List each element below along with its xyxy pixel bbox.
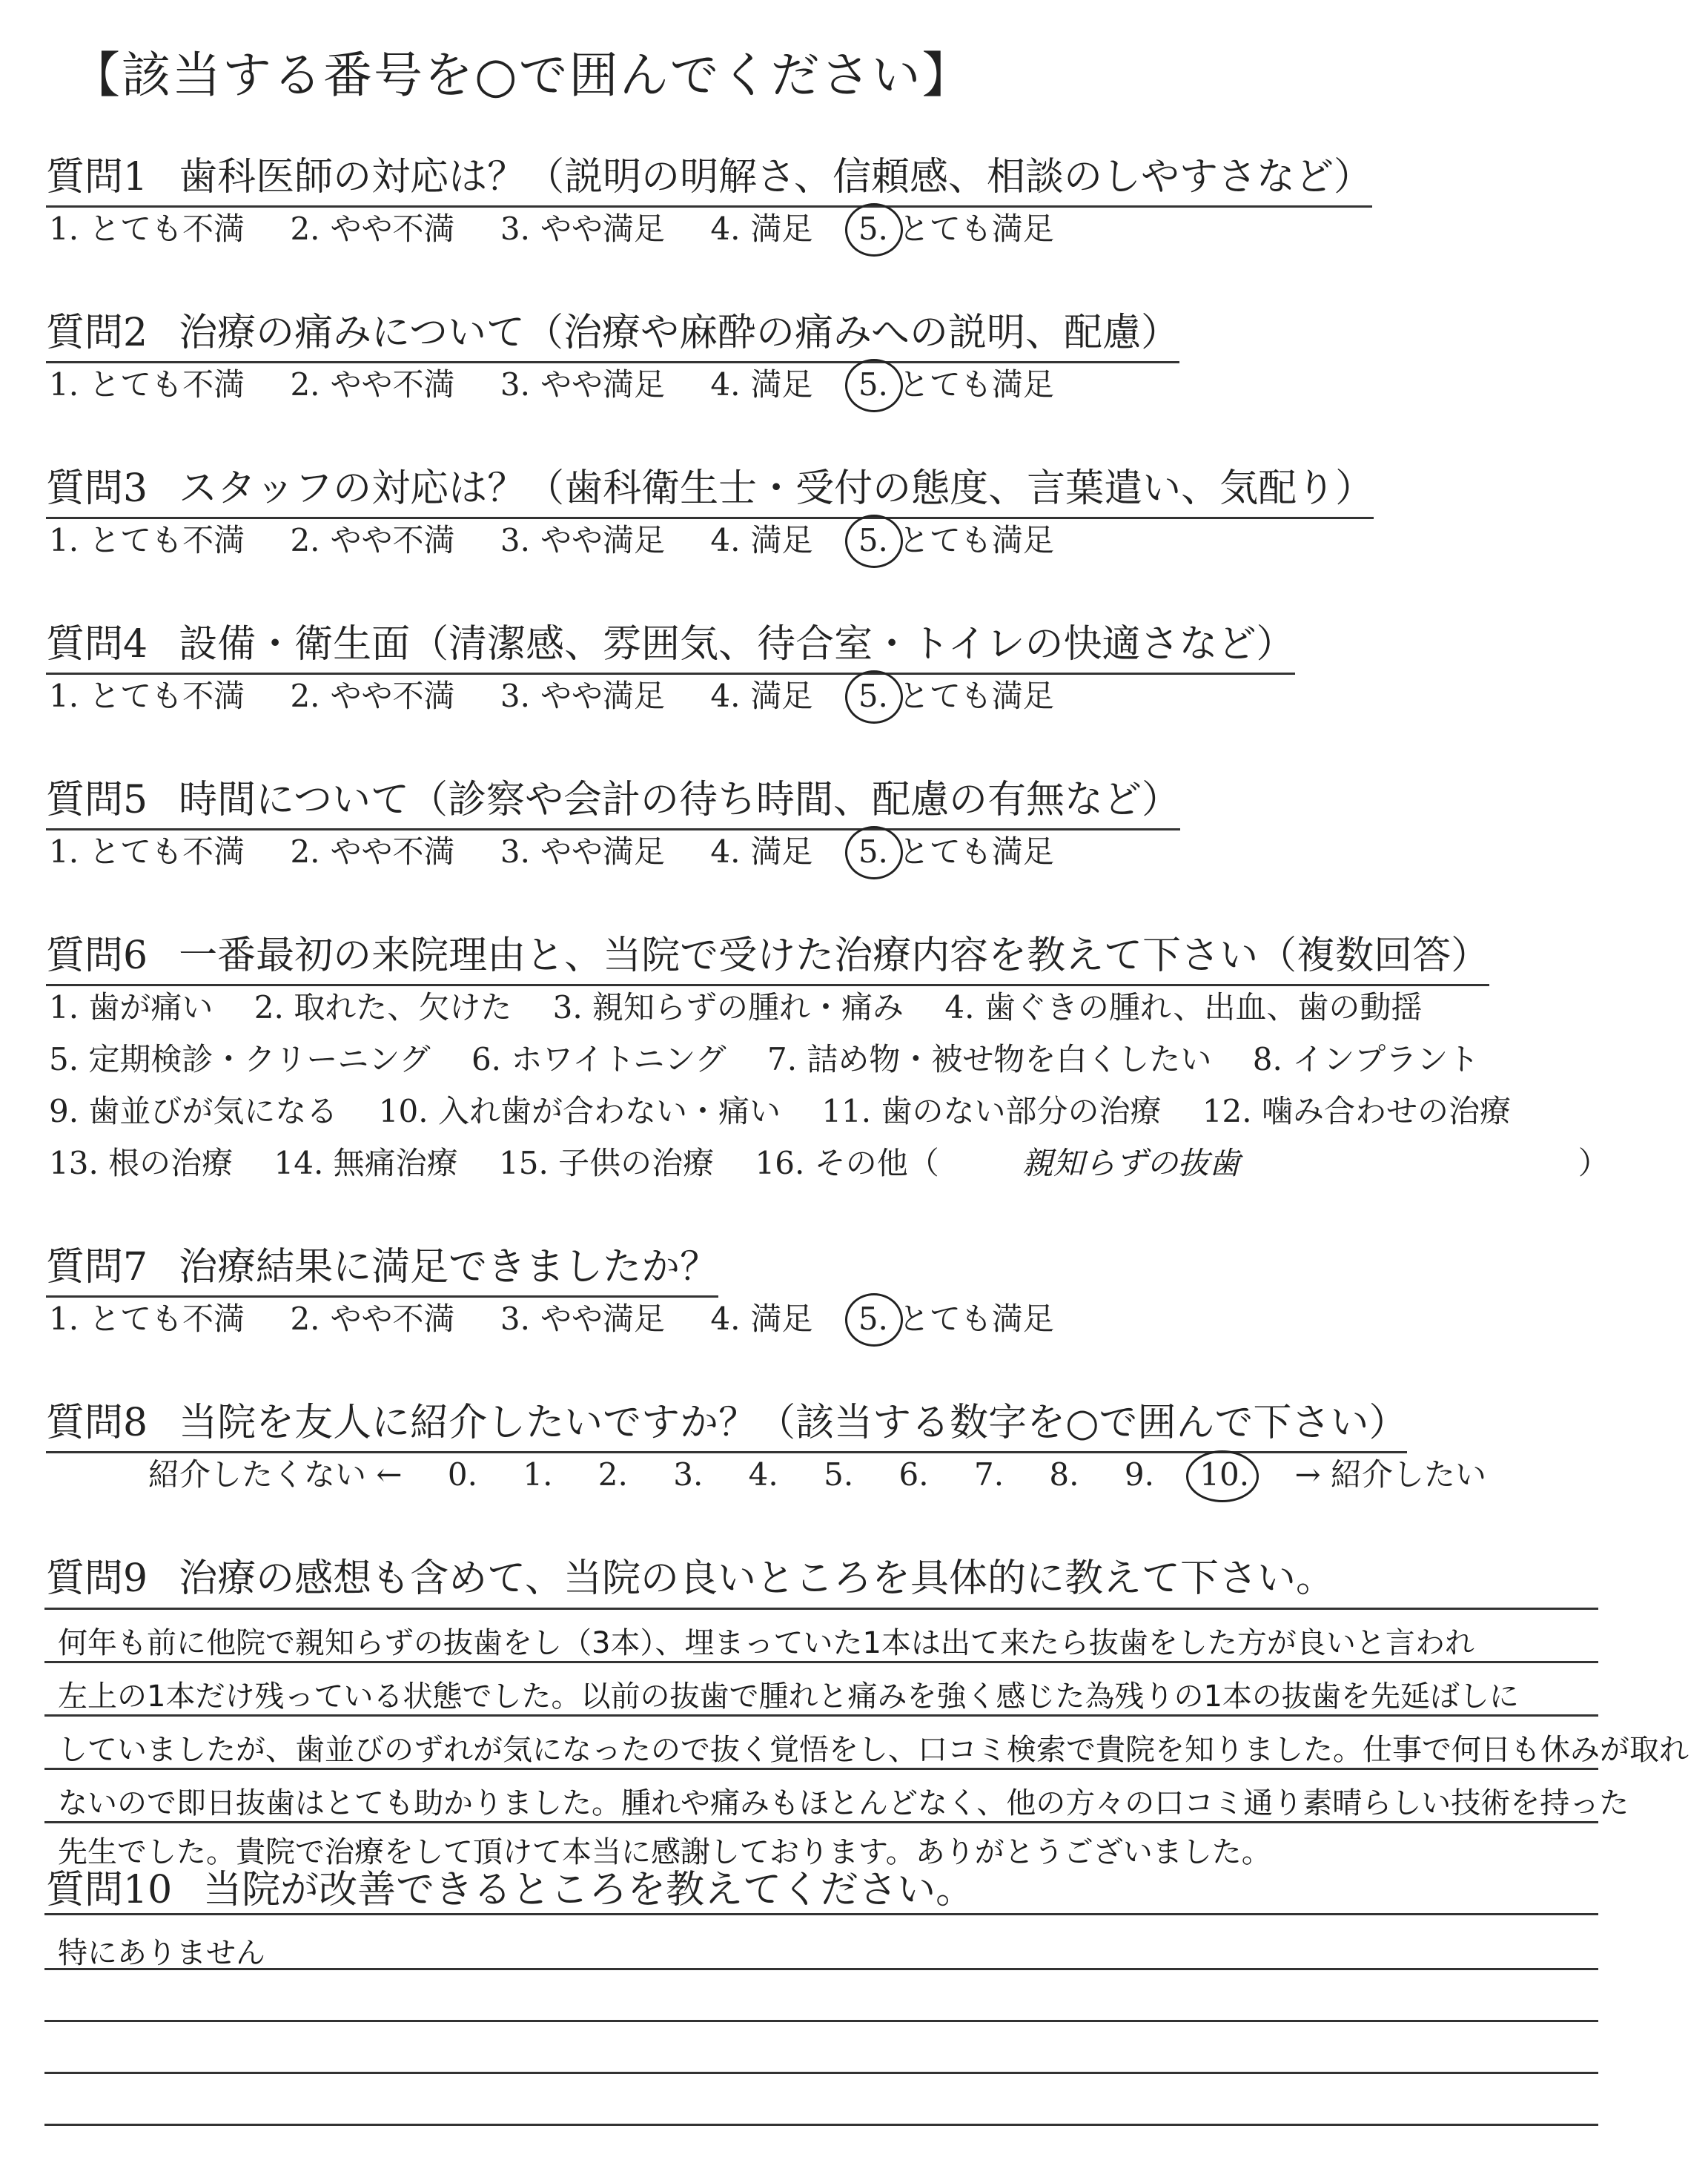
checkbox-option[interactable]: 6. ホワイトニング [471,1041,726,1077]
scale-option[interactable]: 4. [748,1456,778,1493]
answer-line [44,2020,1598,2022]
question-number: 質問9 [46,1556,148,1601]
question-6-row-1 [49,983,1453,1028]
other-option-close: ） [1578,1145,1609,1181]
checkbox-option[interactable]: 2. 取れた、欠けた [254,989,512,1025]
scale-option[interactable]: 8. [1049,1456,1079,1493]
option-3[interactable]: 3. やや満足 [500,833,665,870]
answer-line [44,2072,1598,2074]
question-6-row-2 [49,1035,1510,1080]
question-number: 質問7 [46,1245,148,1289]
question-6-row-4 [49,1139,1609,1183]
checkbox-option[interactable]: 4. 歯ぐきの腫れ、出血、歯の動揺 [944,989,1423,1025]
question-6-row-3 [49,1087,1542,1132]
question-number: 質問10 [46,1868,173,1912]
question-text: 当院を友人に紹介したいですか？（該当する数字を○で囲んで下さい） [179,1401,1408,1445]
option-4[interactable]: 4. 満足 [710,366,813,403]
answer-line [44,1661,1598,1663]
question-2-options [49,360,1090,405]
option-2[interactable]: 2. やや不満 [290,211,455,247]
option-1[interactable]: 1. とても不満 [49,211,245,247]
question-text: 治療の感想も含めて、当院の良いところを具体的に教えて下さい。 [179,1556,1335,1601]
answer-line [44,1714,1598,1717]
scale-left-label: 紹介したくない ← [148,1456,403,1493]
question-9-heading [46,1547,1334,1602]
scale-option[interactable]: 2. [598,1456,628,1493]
page-title: 【該当する番号を○で囲んでください】 [71,47,973,104]
question-4-options [49,672,1090,716]
option-4[interactable]: 4. 満足 [710,211,813,247]
answer-text-line[interactable]: 特にありません [58,1936,265,1970]
option-2[interactable]: 2. やや不満 [290,678,455,714]
option-4[interactable]: 4. 満足 [710,678,813,714]
question-number: 質問1 [46,155,148,199]
scale-option-selected[interactable]: 10. [1199,1456,1250,1493]
question-number: 質問4 [46,622,148,667]
option-1[interactable]: 1. とても不満 [49,522,245,558]
question-number: 質問2 [46,311,148,355]
question-text: 時間について（診察や会計の待ち時間、配慮の有無など） [179,778,1181,822]
question-text: 治療の痛みについて（治療や麻酔の痛みへの説明、配慮） [179,311,1180,355]
question-number: 質問6 [46,934,148,978]
question-5-options [49,828,1090,872]
scale-option[interactable]: 7. [973,1456,1004,1493]
answer-line [44,1608,1598,1610]
answer-line [44,2124,1598,2126]
scale-option[interactable]: 0. [447,1456,477,1493]
option-3[interactable]: 3. やや満足 [500,366,665,403]
answer-text-line[interactable]: 先生でした。貴院で治療をして頂けて本当に感謝しております。ありがとうございました。 [58,1835,1271,1869]
answer-text-line[interactable]: していましたが、歯並びのずれが気になったので抜く覚悟をし、口コミ検索で貴院を知りました。仕事で何日も休みが取れ [58,1733,1689,1767]
answer-line [44,1968,1598,1970]
checkbox-option[interactable]: 7. 詰め物・被せ物を白くしたい [767,1041,1212,1077]
question-text: 当院が改善できるところを教えてください。 [203,1868,975,1912]
option-5-selected[interactable]: 5. とても満足 [858,366,1054,403]
question-3-options [49,516,1090,561]
question-number: 質問8 [46,1401,148,1445]
checkbox-option[interactable]: 10. 入れ歯が合わない・痛い [378,1093,781,1129]
option-1[interactable]: 1. とても不満 [49,366,245,403]
option-1[interactable]: 1. とても不満 [49,1301,245,1337]
answer-line [44,1768,1598,1770]
option-2[interactable]: 2. やや不満 [290,833,455,870]
other-option-label[interactable]: 16. その他（ [755,1145,939,1181]
question-3-heading [46,457,1374,519]
option-5-selected[interactable]: 5. とても満足 [858,522,1054,558]
question-text: 一番最初の来院理由と、当院で受けた治療内容を教えて下さい（複数回答） [179,934,1490,978]
question-7-options [49,1295,1090,1339]
option-5-selected[interactable]: 5. とても満足 [858,678,1054,714]
option-1[interactable]: 1. とても不満 [49,678,245,714]
question-8-heading [46,1391,1407,1453]
question-number: 質問3 [46,466,148,511]
question-number: 質問5 [46,778,148,822]
option-2[interactable]: 2. やや不満 [290,366,455,403]
answer-line [44,1913,1598,1915]
other-option-answer[interactable]: 親知らずの抜歯 [1022,1145,1240,1181]
scale-option[interactable]: 9. [1124,1456,1154,1493]
checkbox-option[interactable]: 8. インプラント [1252,1041,1480,1077]
scale-option[interactable]: 3. [673,1456,704,1493]
checkbox-option[interactable]: 12. 噛み合わせの治療 [1202,1093,1511,1129]
answer-text-line[interactable]: ないので即日抜歯はとても助かりました。腫れや痛みもほとんどなく、他の方々の口コミ通り素晴らしい技術を持った [58,1786,1629,1820]
question-10-heading [46,1858,974,1914]
checkbox-option[interactable]: 15. 子供の治療 [499,1145,715,1181]
answer-line [44,1821,1598,1823]
scale-option[interactable]: 5. [824,1456,854,1493]
option-2[interactable]: 2. やや不満 [290,1301,455,1337]
option-4[interactable]: 4. 満足 [710,833,813,870]
option-3[interactable]: 3. やや満足 [500,211,665,247]
option-3[interactable]: 3. やや満足 [500,678,665,714]
option-1[interactable]: 1. とても不満 [49,833,245,870]
question-text: スタッフの対応は？（歯科衛生士・受付の態度、言葉遣い、気配り） [179,466,1374,511]
question-text: 治療結果に満足できましたか？ [179,1245,719,1289]
question-2-heading [46,301,1179,363]
option-5-selected[interactable]: 5. とても満足 [858,833,1054,870]
option-2[interactable]: 2. やや不満 [290,522,455,558]
question-text: 設備・衛生面（清潔感、雰囲気、待合室・トイレの快適さなど） [179,622,1295,667]
question-1-heading [46,145,1372,208]
option-4[interactable]: 4. 満足 [710,522,813,558]
option-3[interactable]: 3. やや満足 [500,1301,665,1337]
scale-option[interactable]: 1. [523,1456,553,1493]
checkbox-option[interactable]: 1. 歯が痛い [49,989,214,1025]
option-4[interactable]: 4. 満足 [710,1301,813,1337]
checkbox-option[interactable]: 11. 歯のない部分の治療 [821,1093,1162,1129]
question-7-heading [46,1235,718,1298]
option-5-selected[interactable]: 5. とても満足 [858,1301,1054,1337]
answer-text-line[interactable]: 何年も前に他院で親知らずの抜歯をし（3本）、埋まっていた1本は出て来たら抜歯をした方が良いと言われ [58,1626,1474,1660]
option-3[interactable]: 3. やや満足 [500,522,665,558]
checkbox-option[interactable]: 3. 親知らずの腫れ・痛み [552,989,904,1025]
question-1-options [49,205,1090,249]
question-6-heading [46,924,1489,986]
scale-right-label: → 紹介したい [1294,1456,1486,1493]
question-4-heading [46,612,1295,675]
checkbox-option[interactable]: 14. 無痛治療 [274,1145,458,1181]
recommend-scale [148,1450,1522,1495]
checkbox-option[interactable]: 9. 歯並びが気になる [49,1093,338,1129]
question-text: 歯科医師の対応は？（説明の明解さ、信頼感、相談のしやすさなど） [179,155,1373,199]
option-5-selected[interactable]: 5. とても満足 [858,211,1054,247]
scale-option[interactable]: 6. [898,1456,929,1493]
checkbox-option[interactable]: 5. 定期検診・クリーニング [49,1041,431,1077]
question-5-heading [46,768,1180,830]
answer-text-line[interactable]: 左上の1本だけ残っている状態でした。以前の抜歯で腫れと痛みを強く感じた為残りの1本の抜歯を先延ばしに [58,1680,1519,1714]
checkbox-option[interactable]: 13. 根の治療 [49,1145,234,1181]
